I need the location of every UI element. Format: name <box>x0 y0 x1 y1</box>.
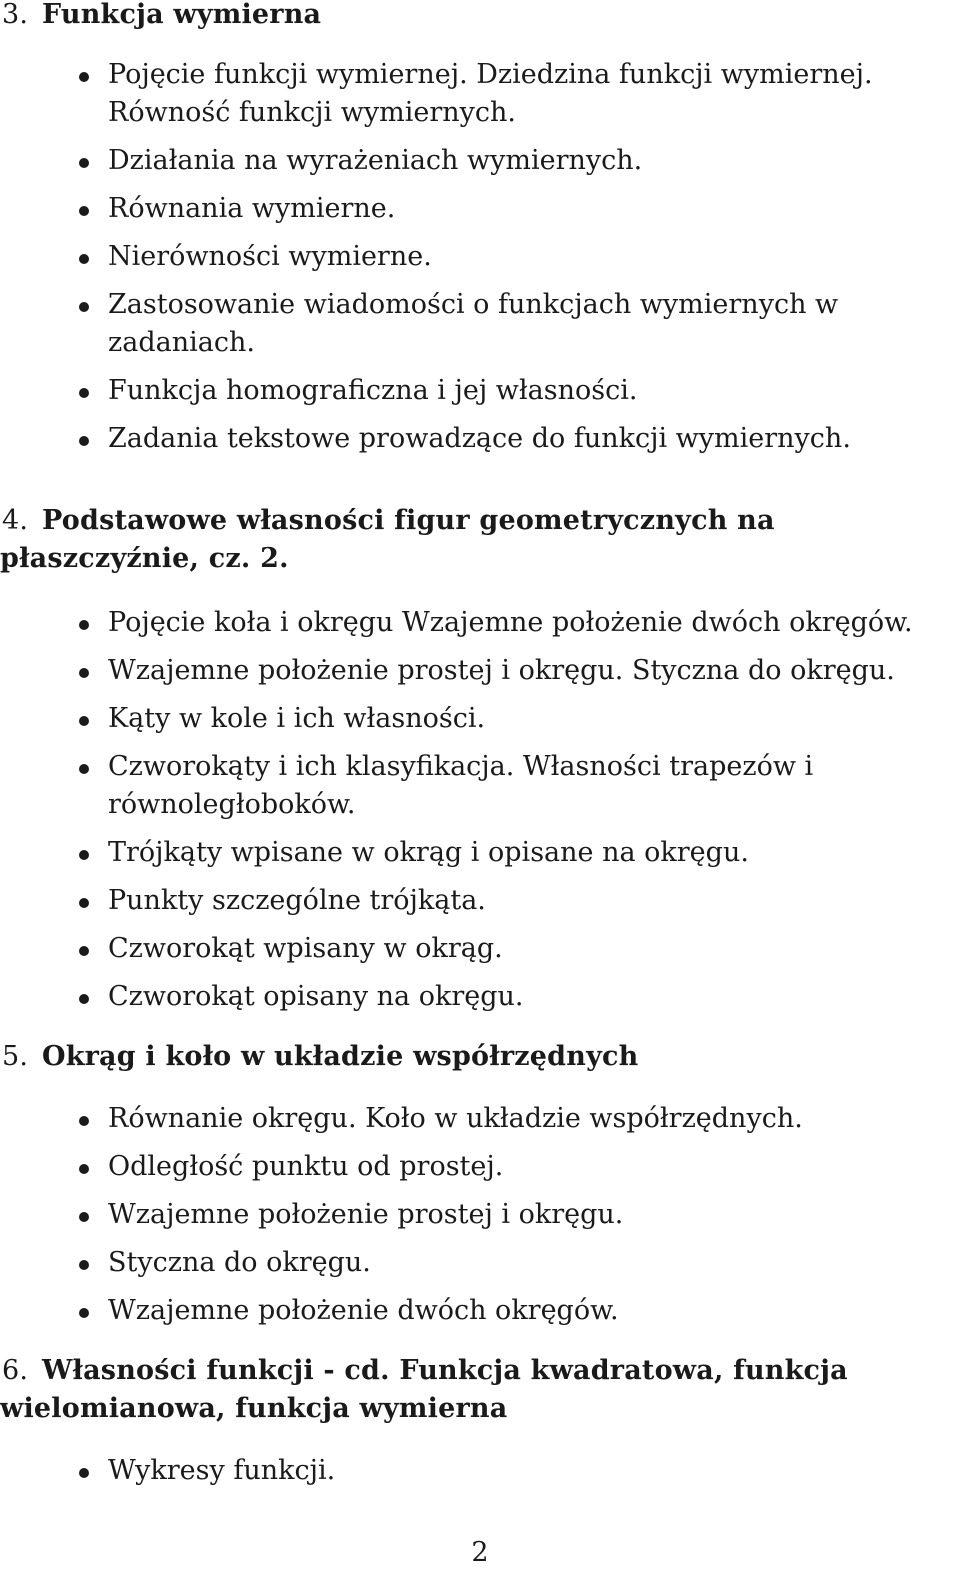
bullet-icon <box>79 1308 89 1318</box>
list-item: Kąty w kole i ich własności. <box>0 700 960 738</box>
bullet-icon <box>79 620 89 630</box>
bullet-icon <box>79 994 89 1004</box>
list-item: Wzajemne położenie prostej i okręgu. <box>0 1196 960 1234</box>
bullet-icon <box>79 302 89 312</box>
bullet-icon <box>79 388 89 398</box>
bullet-icon <box>79 850 89 860</box>
list-item: Odległość punktu od prostej. <box>0 1148 960 1186</box>
list-item: Zastosowanie wiadomości o funkcjach wymiernych w zadaniach. <box>0 286 960 362</box>
list-item: Pojęcie funkcji wymiernej. Dziedzina funkcji wymiernej. Równość funkcji wymiernych. <box>0 56 960 132</box>
section-heading <box>0 0 955 34</box>
list-item: Czworokąty i ich klasyfikacja. Własności trapezów i równoległoboków. <box>0 748 960 824</box>
bullet-icon <box>79 206 89 216</box>
section-heading <box>0 1038 955 1076</box>
section-heading <box>0 1352 955 1428</box>
section-title: Podstawowe własności figur geometrycznych na płaszczyźnie, cz. 2. <box>0 505 775 574</box>
bullet-icon <box>79 158 89 168</box>
list-item: Czworokąt wpisany w okrąg. <box>0 930 960 968</box>
list-item: Działania na wyrażeniach wymiernych. <box>0 142 960 180</box>
bullet-icon <box>79 1116 89 1126</box>
list-item: Styczna do okręgu. <box>0 1244 960 1282</box>
bullet-icon <box>79 1260 89 1270</box>
list-item: Równania wymierne. <box>0 190 960 228</box>
section-number: 6. <box>2 1355 29 1386</box>
list-item: Nierówności wymierne. <box>0 238 960 276</box>
bullet-icon <box>79 946 89 956</box>
page-number: 2 <box>471 1537 489 1568</box>
list-item: Trójkąty wpisane w okrąg i opisane na okręgu. <box>0 834 960 872</box>
bullet-list <box>0 1452 960 1500</box>
bullet-icon <box>79 668 89 678</box>
bullet-icon <box>79 716 89 726</box>
bullet-list <box>0 604 960 1026</box>
list-item: Pojęcie koła i okręgu Wzajemne położenie dwóch okręgów. <box>0 604 960 642</box>
section-heading <box>0 502 955 578</box>
bullet-icon <box>79 436 89 446</box>
section-number: 4. <box>2 505 29 536</box>
bullet-icon <box>79 1468 89 1478</box>
bullet-icon <box>79 1164 89 1174</box>
section-title: Własności funkcji - cd. Funkcja kwadratowa, funkcja wielomianowa, funkcja wymierna <box>0 1355 848 1424</box>
list-item: Wykresy funkcji. <box>0 1452 960 1490</box>
list-item: Zadania tekstowe prowadzące do funkcji wymiernych. <box>0 420 960 458</box>
bullet-icon <box>79 764 89 774</box>
bullet-icon <box>79 254 89 264</box>
section-number: 3. <box>2 0 29 30</box>
list-item: Funkcja homograficzna i jej własności. <box>0 372 960 410</box>
bullet-list <box>0 1100 960 1340</box>
section-number: 5. <box>2 1041 29 1072</box>
list-item: Równanie okręgu. Koło w układzie współrzędnych. <box>0 1100 960 1138</box>
list-item: Czworokąt opisany na okręgu. <box>0 978 960 1016</box>
bullet-icon <box>79 898 89 908</box>
section-title: Funkcja wymierna <box>42 0 322 30</box>
section-title: Okrąg i koło w układzie współrzędnych <box>42 1041 639 1072</box>
list-item: Wzajemne położenie prostej i okręgu. Styczna do okręgu. <box>0 652 960 690</box>
list-item: Punkty szczególne trójkąta. <box>0 882 960 920</box>
bullet-icon <box>79 1212 89 1222</box>
bullet-list <box>0 56 960 468</box>
bullet-icon <box>79 72 89 82</box>
list-item: Wzajemne położenie dwóch okręgów. <box>0 1292 960 1330</box>
